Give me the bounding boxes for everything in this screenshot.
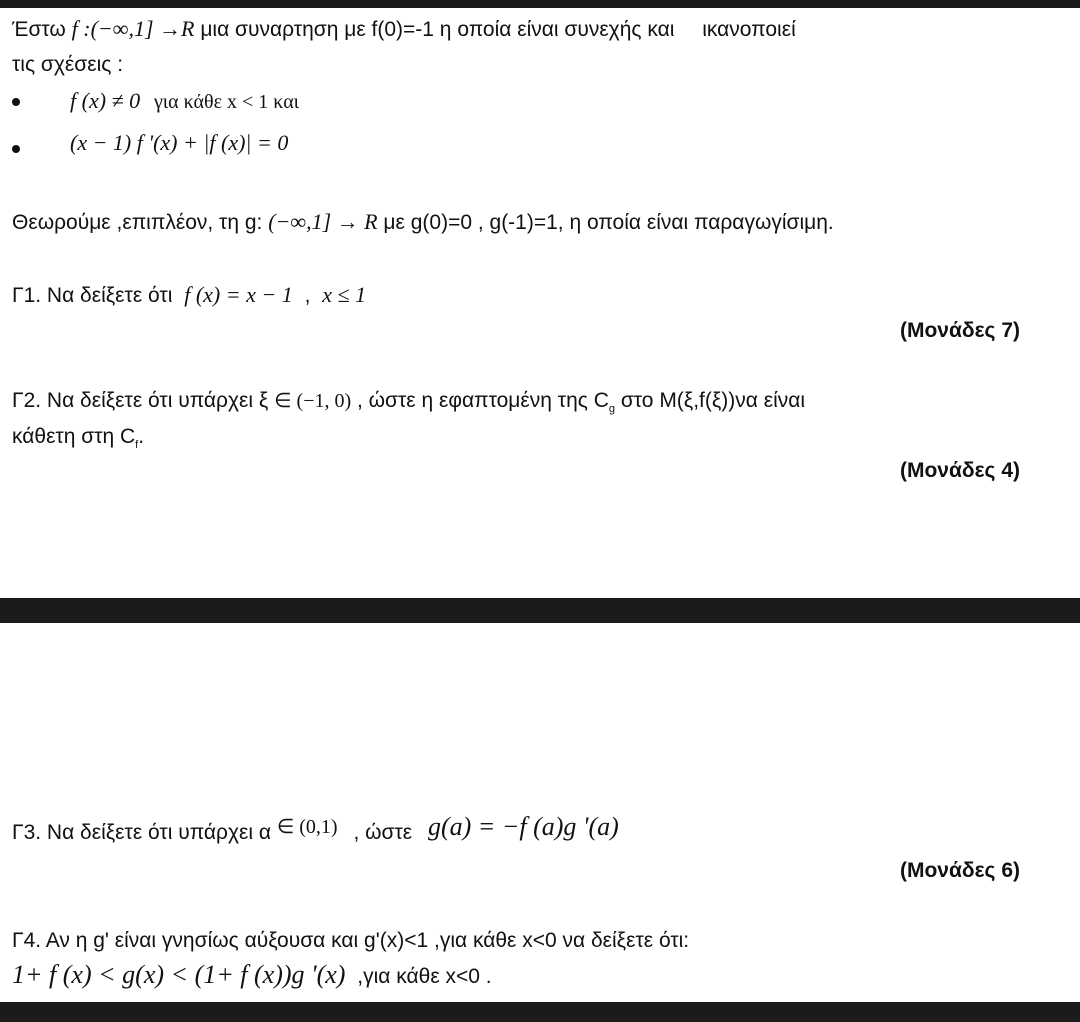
q1-math-2: x ≤ 1 xyxy=(322,282,367,307)
condition-1-text: για κάθε x < 1 και xyxy=(153,91,300,113)
q2-text-1: Γ2. Να δείξετε ότι υπάρχει ξ xyxy=(12,389,269,412)
question-4-line-1: Γ4. Αν η g' είναι γνησίως αύξουσα και g'(x)<1 ,για κάθε x<0 να δείξετε ότι: xyxy=(12,929,690,952)
q4-text-2: ,για κάθε x<0 . xyxy=(357,965,492,988)
q4-math: 1+ f (x) < g(x) < (1+ f (x))g '(x) xyxy=(12,960,346,989)
further-line xyxy=(12,209,834,236)
q2-sub-f: f xyxy=(135,439,139,452)
q2-text-3: στο Μ(ξ,f(ξ))να είναι xyxy=(620,389,806,412)
q1-text: Γ1. Να δείξετε ότι xyxy=(12,284,173,307)
condition-2 xyxy=(70,130,288,157)
further-text-1: Θεωρούμε ,επιπλέον, τη g: xyxy=(12,211,263,234)
q2-marks: (Μονάδες 4) xyxy=(899,459,1020,482)
middle-dark-band xyxy=(0,598,1080,623)
condition-2-math: (x − 1) f '(x) + |f (x)| = 0 xyxy=(70,130,289,155)
further-text-2: με g(0)=0 , g(-1)=1, η οποία είναι παραγωγίσιμη. xyxy=(383,211,834,234)
question-1 xyxy=(12,282,366,309)
q1-math: f (x) = x − 1 xyxy=(184,282,293,307)
q3-text-1: Γ3. Να δείξετε ότι υπάρχει α xyxy=(12,821,271,844)
q3-text-2: , ώστε xyxy=(353,821,413,844)
q2-math: ∈ (−1, 0) xyxy=(274,390,352,412)
bottom-dark-band xyxy=(0,1002,1080,1022)
intro-line-2: τις σχέσεις : xyxy=(12,53,124,76)
intro-text-3: ικανοποιεί xyxy=(702,18,796,41)
condition-1 xyxy=(70,88,299,115)
q2-text-2: , ώστε η εφαπτομένη της C xyxy=(356,389,609,412)
further-math: (−∞,1] → R xyxy=(268,209,378,234)
q3-math-2: g(a) = −f (a)g '(a) xyxy=(427,812,619,841)
question-3 xyxy=(12,812,619,846)
bullet-2 xyxy=(12,145,20,153)
question-4-line-2 xyxy=(12,962,492,990)
q3-marks: (Μονάδες 6) xyxy=(899,859,1020,882)
bullet-1 xyxy=(12,98,20,106)
q3-math: ∈ (0,1) xyxy=(276,816,338,838)
intro-text-2: μια συναρτηση με f(0)=-1 η οποία είναι συνεχής και xyxy=(200,18,675,41)
question-2-line-2 xyxy=(12,424,144,458)
question-2-line-1 xyxy=(12,388,805,422)
domain-math: f :(−∞,1] →R xyxy=(71,16,195,41)
condition-1-math: f (x) ≠ 0 xyxy=(70,88,141,113)
q2-text-5: . xyxy=(138,425,145,448)
top-dark-band xyxy=(0,0,1080,8)
q2-text-4: κάθετη στη C xyxy=(12,425,136,448)
intro-text-1: Έστω xyxy=(12,18,66,41)
q2-sub-g: g xyxy=(608,403,615,416)
intro-line-1 xyxy=(12,16,796,43)
q1-marks: (Μονάδες 7) xyxy=(899,319,1020,342)
q1-sep: , xyxy=(304,284,311,307)
